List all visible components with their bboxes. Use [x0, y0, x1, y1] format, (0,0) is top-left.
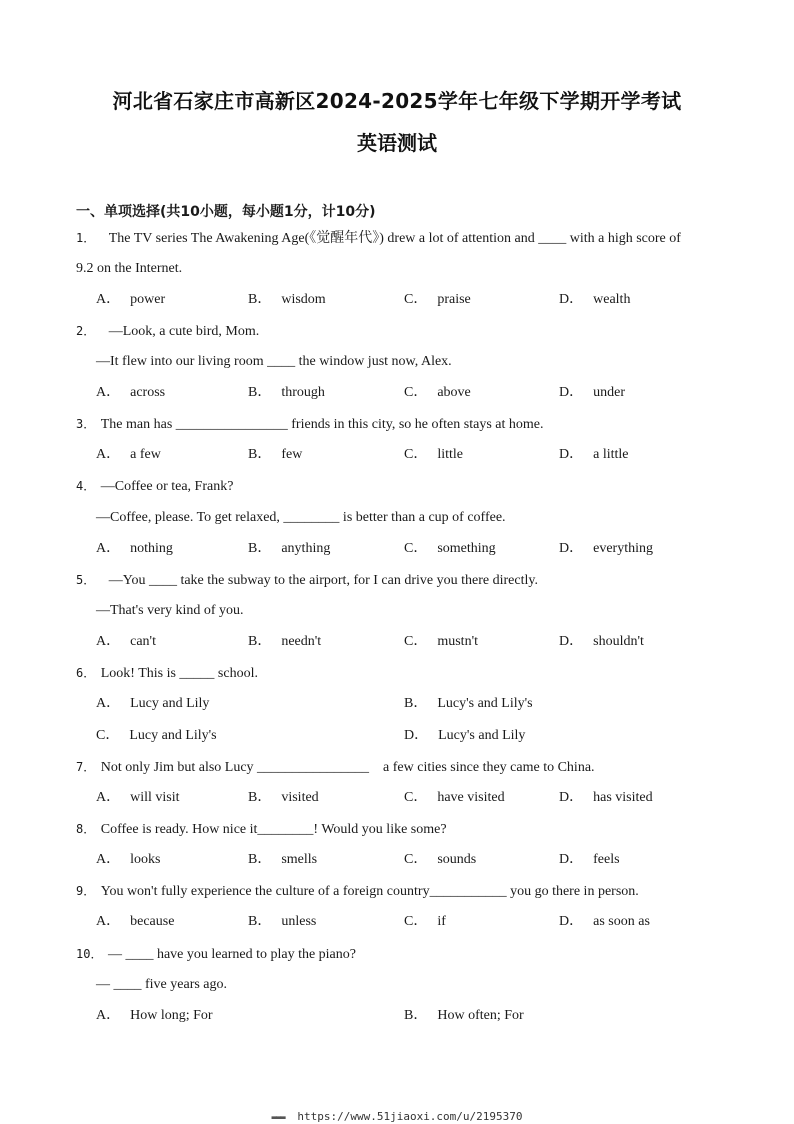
question-10-option-a[interactable]: A． How long; For [96, 1008, 213, 1023]
question-2-option-b[interactable]: B． through [248, 385, 325, 400]
question-3-option-d[interactable]: D． a little [559, 447, 629, 462]
footer-url[interactable]: https://www.51jiaoxi.com/u/2195370 [297, 1110, 523, 1123]
question-10-stem-line-1 [76, 945, 356, 964]
question-4-option-b[interactable]: B． anything [248, 541, 331, 556]
question-number: 2． [76, 324, 96, 338]
question-5-option-a[interactable]: A． can't [96, 634, 156, 649]
question-9-stem-line-1 [76, 882, 639, 901]
question-3-option-a[interactable]: A． a few [96, 447, 161, 462]
document-title: 河北省石家庄市高新区2024-2025学年七年级下学期开学考试 [112, 89, 682, 113]
question-5-stem-line-2: —That's very kind of you. [96, 603, 244, 618]
question-8-option-d[interactable]: D． feels [559, 852, 620, 867]
question-3-option-b[interactable]: B． few [248, 447, 303, 462]
question-4-option-c[interactable]: C． something [404, 541, 496, 556]
question-text: —Coffee or tea, Frank? [100, 479, 234, 494]
question-number: 10． [76, 947, 103, 961]
question-number: 1． [76, 231, 96, 245]
question-9-option-d[interactable]: D． as soon as [559, 914, 650, 929]
question-1-option-c[interactable]: C． praise [404, 292, 471, 307]
question-9-option-a[interactable]: A． because [96, 914, 175, 929]
question-10-stem-line-2: — ____ five years ago. [96, 977, 228, 992]
question-text: — ____ have you learned to play the piano? [107, 947, 356, 962]
question-7-stem-line-1 [76, 758, 595, 777]
question-8-option-a[interactable]: A． looks [96, 852, 161, 867]
document-subtitle: 英语测试 [357, 131, 437, 155]
question-9-option-c[interactable]: C． if [404, 914, 446, 929]
question-8-option-b[interactable]: B． smells [248, 852, 318, 867]
question-number: 6． [76, 666, 96, 680]
question-number: 5． [76, 573, 96, 587]
question-1-option-b[interactable]: B． wisdom [248, 292, 326, 307]
question-4-option-d[interactable]: D． everything [559, 541, 653, 556]
question-text: —You ____ take the subway to the airport, for I can drive you there directly. [108, 573, 538, 588]
question-7-option-d[interactable]: D． has visited [559, 790, 653, 805]
question-6-option-c[interactable]: C． Lucy and Lily's [96, 728, 217, 743]
question-1-stem-line-1 [76, 229, 681, 248]
question-3-stem-line-1 [76, 415, 543, 434]
question-8-option-c[interactable]: C． sounds [404, 852, 477, 867]
question-number: 8． [76, 822, 96, 836]
question-number: 4． [76, 479, 96, 493]
question-text: The TV series The Awakening Age(《觉醒年代》) drew a lot of attention and ____ with a high score of [108, 231, 681, 246]
question-text: —Look, a cute bird, Mom. [108, 324, 260, 339]
question-2-stem-line-1 [76, 322, 259, 341]
question-7-option-a[interactable]: A． will visit [96, 790, 180, 805]
question-1-stem-line-2: 9.2 on the Internet. [76, 261, 183, 276]
question-1-option-a[interactable]: A． power [96, 292, 166, 307]
question-number: 7． [76, 760, 96, 774]
question-2-option-c[interactable]: C． above [404, 385, 471, 400]
question-3-option-c[interactable]: C． little [404, 447, 464, 462]
question-2-option-d[interactable]: D． under [559, 385, 626, 400]
question-6-option-b[interactable]: B． Lucy's and Lily's [404, 696, 533, 711]
watermark-logo-icon: ▬▬▬ [271, 1113, 285, 1123]
question-6-option-a[interactable]: A． Lucy and Lily [96, 696, 210, 711]
question-5-stem-line-1 [76, 571, 538, 590]
question-4-stem-line-2: —Coffee, please. To get relaxed, ________ is better than a cup of coffee. [96, 510, 506, 525]
question-5-option-c[interactable]: C． mustn't [404, 634, 478, 649]
question-6-option-d[interactable]: D． Lucy's and Lily [404, 728, 526, 743]
question-4-option-a[interactable]: A． nothing [96, 541, 173, 556]
question-5-option-b[interactable]: B． needn't [248, 634, 322, 649]
footer-watermark [0, 1110, 794, 1123]
question-2-stem-line-2: —It flew into our living room ____ the window just now, Alex. [96, 354, 452, 369]
question-7-option-c[interactable]: C． have visited [404, 790, 505, 805]
question-10-option-b[interactable]: B． How often; For [404, 1008, 524, 1023]
question-text: Look! This is _____ school. [100, 666, 258, 681]
question-2-option-a[interactable]: A． across [96, 385, 166, 400]
question-text: Not only Jim but also Lucy ________________ a few cities since they came to China. [100, 760, 595, 775]
question-text: You won't fully experience the culture of a foreign country___________ you go there in person. [100, 884, 639, 899]
question-7-option-b[interactable]: B． visited [248, 790, 319, 805]
question-8-stem-line-1 [76, 820, 447, 839]
question-1-option-d[interactable]: D． wealth [559, 292, 631, 307]
question-4-stem-line-1 [76, 477, 233, 496]
question-9-option-b[interactable]: B． unless [248, 914, 317, 929]
section-heading: 一、单项选择(共10小题，每小题1分，计10分) [76, 204, 376, 220]
question-text: Coffee is ready. How nice it________! Would you like some? [100, 822, 447, 837]
question-5-option-d[interactable]: D． shouldn't [559, 634, 644, 649]
question-6-stem-line-1 [76, 664, 258, 683]
question-number: 9． [76, 884, 96, 898]
question-text: The man has ________________ friends in this city, so he often stays at home. [100, 417, 544, 432]
question-number: 3． [76, 417, 96, 431]
